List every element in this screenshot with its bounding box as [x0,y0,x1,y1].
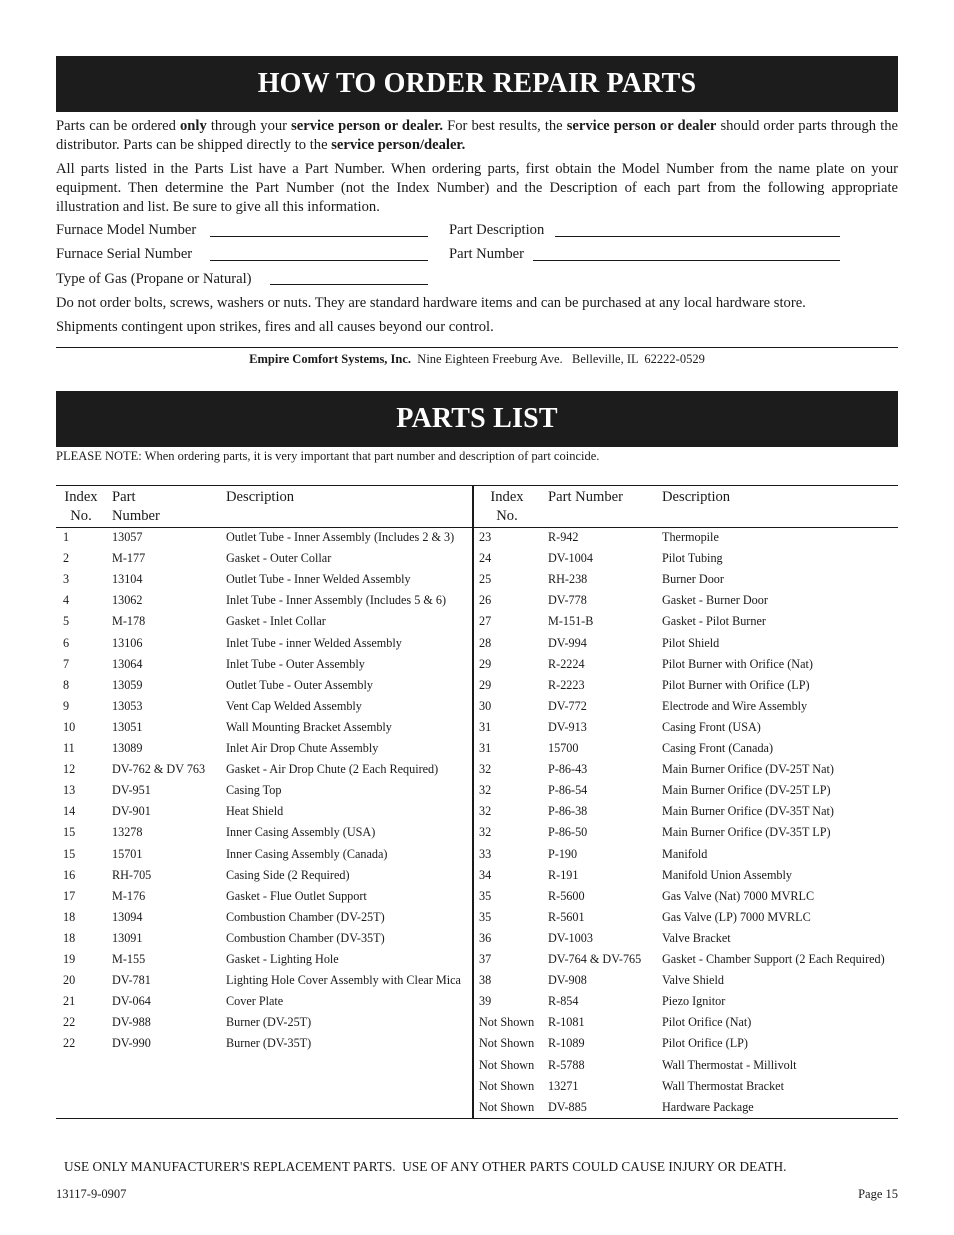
description-cell: Pilot Orifice (Nat) [662,1015,752,1030]
part-number-cell: 13089 [112,741,143,755]
part-number-label: Part Number [449,246,524,262]
part-number-cell: 13271 [548,1078,579,1093]
company-address: Nine Eighteen Freeburg Ave. Belleville, IL 62222-0529 [417,352,705,366]
part-number-cell: 13057 [112,530,143,544]
left-description-header: Description [226,489,295,505]
description-cell: Manifold [662,846,708,861]
description-cell: Electrode and Wire Assembly [662,698,808,713]
description-cell: Inlet Air Drop Chute Assembly [226,741,379,755]
index-cell: 15 [63,825,76,840]
index-cell: 7 [63,656,70,671]
index-cell: Not Shown [479,1015,535,1030]
part-number-cell: DV-064 [112,994,151,1009]
furnace-serial-number-label: Furnace Serial Number [56,246,193,262]
part-number-cell: 13051 [112,719,143,734]
index-cell: 35 [479,909,492,924]
index-cell: 32 [479,783,492,798]
part-number-cell: 13091 [112,930,143,945]
part-number-cell: 13106 [112,635,143,650]
description-cell: Combustion Chamber (DV-25T) [226,909,385,924]
part-number-cell: P-86-43 [548,762,588,777]
index-cell: 27 [479,614,492,629]
part-number-cell: DV-951 [112,783,151,798]
index-cell: 4 [63,593,70,608]
description-cell: Pilot Burner with Orifice (LP) [662,677,810,692]
index-cell: 32 [479,804,492,819]
index-cell: 29 [479,656,492,671]
part-number-cell: 15701 [112,846,143,861]
right-index-header-line2: No. [496,508,518,524]
ordering-text-segment: service person or dealer. [291,118,444,134]
part-number-cell: RH-238 [548,572,588,587]
index-cell: Not Shown [479,1078,535,1093]
index-cell: 32 [479,825,492,840]
index-cell: 5 [63,614,70,629]
part-number-cell: R-2223 [548,677,585,692]
description-cell: Outlet Tube - Inner Assembly (Includes 2 & 3) [226,530,455,544]
part-number-cell: R-5600 [548,888,585,903]
description-cell: Gasket - Air Drop Chute (2 Each Required) [226,762,439,777]
section-divider [56,347,898,348]
description-cell: Main Burner Orifice (DV-25T LP) [662,783,831,798]
company-name: Empire Comfort Systems, Inc. [249,352,412,366]
index-cell: 20 [63,973,76,988]
description-cell: Inlet Tube - Outer Assembly [226,656,365,671]
index-cell: 39 [479,994,492,1009]
part-number-cell: 13064 [112,656,143,671]
index-cell: 34 [479,867,492,882]
description-cell: Gasket - Inlet Collar [226,614,326,629]
document-number: 13117-9-0907 [56,1187,127,1201]
description-cell: Thermopile [662,530,719,544]
description-cell: Vent Cap Welded Assembly [226,698,362,713]
index-cell: Not Shown [479,1099,535,1114]
index-cell: 35 [479,888,492,903]
part-number-cell: M-178 [112,614,146,629]
index-cell: 36 [479,930,492,945]
ordering-text-segment: service person or dealer [566,118,717,134]
company-address-line [56,352,898,367]
description-cell: Pilot Burner with Orifice (Nat) [662,656,813,671]
table-bottom-rule [56,1118,898,1119]
part-number-cell: R-2224 [548,656,585,671]
part-number-cell: DV-772 [548,698,587,713]
index-cell: 30 [479,698,492,713]
index-cell: 2 [63,551,70,566]
description-cell: Pilot Shield [662,635,720,650]
description-cell: Lighting Hole Cover Assembly with Clear Mica [226,973,461,988]
description-cell: Inlet Tube - Inner Assembly (Includes 5 & 6) [226,593,447,608]
index-cell: 13 [63,783,76,798]
index-cell: 17 [63,888,76,903]
index-cell: 9 [63,698,70,713]
part-number-cell: DV-901 [112,804,151,819]
index-cell: 23 [479,530,492,544]
description-cell: Manifold Union Assembly [662,867,792,882]
description-cell: Combustion Chamber (DV-35T) [226,930,385,945]
index-cell: 11 [63,741,75,755]
index-cell: 19 [63,952,76,966]
description-cell: Gasket - Outer Collar [226,551,332,566]
table-column-divider [472,485,474,1119]
description-cell: Inlet Tube - inner Welded Assembly [226,635,402,650]
ordering-text-segment: should order parts through the distributor. Parts can be shipped directly to the [56,118,898,153]
part-number-cell: RH-705 [112,867,152,882]
left-index-header-line1: Index [64,489,98,505]
description-cell: Gas Valve (LP) 7000 MVRLC [662,909,811,924]
left-index-header-line2: No. [70,508,92,524]
description-cell: Main Burner Orifice (DV-35T Nat) [662,804,834,819]
description-cell: Outlet Tube - Outer Assembly [226,677,373,692]
index-cell: 28 [479,635,492,650]
part-number-cell: M-151-B [548,614,594,629]
ordering-text-segment: through your [206,118,292,134]
part-number-cell: M-177 [112,551,146,566]
order-section-title-text: HOW TO ORDER REPAIR PARTS [257,68,697,99]
description-cell: Piezo Ignitor [662,994,726,1009]
part-number-cell: 13062 [112,593,143,608]
part-number-cell: 15700 [548,741,579,755]
index-cell: 8 [63,677,70,692]
description-cell: Pilot Tubing [662,551,723,566]
part-number-cell: DV-913 [548,719,587,734]
index-cell: 21 [63,994,76,1009]
furnace-serial-number-line [210,260,428,261]
index-cell: 32 [479,762,492,777]
part-number-cell: DV-764 & DV-765 [548,952,642,966]
left-part-header-line2: Number [112,508,160,524]
index-cell: Not Shown [479,1036,535,1051]
part-number-cell: R-191 [548,867,579,882]
part-number-cell: DV-990 [112,1036,151,1051]
part-number-cell: 13094 [112,909,143,924]
index-cell: 3 [63,572,70,587]
index-cell: 22 [63,1015,76,1030]
description-cell: Gasket - Burner Door [662,593,768,608]
index-cell: 22 [63,1036,76,1051]
index-cell: 24 [479,551,492,566]
part-number-cell: 13053 [112,698,143,713]
part-number-instructions-paragraph: All parts listed in the Parts List have a Part Number. When ordering parts, first obtain the Model Number from the name plate on your equipment. Then determine the Part Number (not the Index Number) and the Description of each part from the following appropriate illustration and list. Be sure to give all this information. [56,161,898,215]
left-part-header-line1: Part [112,489,136,505]
part-number-cell: R-942 [548,530,579,544]
part-number-cell: DV-1003 [548,930,593,945]
description-cell: Outlet Tube - Inner Welded Assembly [226,572,411,587]
index-cell: 14 [63,804,76,819]
hardware-note-paragraph: Do not order bolts, screws, washers or nuts. They are standard hardware items and can be purchased at any local hardware store. [56,295,806,311]
gas-type-label: Type of Gas (Propane or Natural) [56,271,252,287]
replacement-parts-warning: USE ONLY MANUFACTURER'S REPLACEMENT PARTS. USE OF ANY OTHER PARTS COULD CAUSE INJURY OR DEATH. [64,1159,787,1174]
description-cell: Gasket - Chamber Support (2 Each Required) [662,952,885,966]
ordering-text-segment: service person/dealer. [331,137,466,153]
description-cell: Cover Plate [226,994,284,1009]
right-index-header-line1: Index [490,489,524,505]
part-number-cell: 13059 [112,677,143,692]
part-number-cell: DV-988 [112,1015,151,1030]
right-description-header: Description [662,489,731,505]
ordering-text-segment: Parts can be ordered [56,118,180,134]
index-cell: 29 [479,677,492,692]
part-description-label: Part Description [449,222,545,238]
part-description-line [555,236,840,237]
part-number-cell: P-190 [548,846,578,861]
right-part-number-header: Part Number [548,489,623,505]
description-cell: Casing Side (2 Required) [226,867,350,882]
description-cell: Gas Valve (Nat) 7000 MVRLC [662,888,815,903]
index-cell: 6 [63,635,70,650]
part-number-cell: R-1089 [548,1036,585,1051]
index-cell: 31 [479,741,492,755]
ordering-instructions-paragraph [56,117,898,155]
description-cell: Gasket - Pilot Burner [662,614,766,629]
description-cell: Wall Thermostat - Millivolt [662,1057,797,1072]
part-number-cell: R-5788 [548,1057,585,1072]
description-cell: Heat Shield [226,804,284,819]
index-cell: 1 [63,530,70,544]
description-cell: Pilot Orifice (LP) [662,1036,748,1051]
part-number-cell: DV-908 [548,973,587,988]
parts-list-title [56,391,898,447]
ordering-text-segment: For best results, the [443,118,567,134]
part-number-cell: M-155 [112,952,146,966]
part-number-cell: 13278 [112,825,143,840]
description-cell: Casing Front (Canada) [662,741,774,755]
index-cell: Not Shown [479,1057,535,1072]
right-index-header [484,488,530,526]
index-cell: 33 [479,846,492,861]
description-cell: Valve Shield [662,973,724,988]
description-cell: Inner Casing Assembly (USA) [226,825,376,840]
please-note: PLEASE NOTE: When ordering parts, it is very important that part number and description of part coincide. [56,449,600,463]
index-cell: 18 [63,909,76,924]
description-cell: Valve Bracket [662,930,731,945]
part-number-cell: P-86-38 [548,804,588,819]
description-cell: Main Burner Orifice (DV-35T LP) [662,825,831,840]
part-number-cell: DV-994 [548,635,587,650]
description-cell: Hardware Package [662,1099,754,1114]
furnace-model-number-line [210,236,428,237]
part-number-cell: DV-885 [548,1099,587,1114]
description-cell: Gasket - Flue Outlet Support [226,888,367,903]
order-section-title [56,56,898,112]
description-cell: Burner (DV-35T) [226,1036,312,1051]
gas-type-line [270,284,428,285]
index-cell: 25 [479,572,492,587]
part-number-cell: M-176 [112,888,146,903]
part-number-cell: R-5601 [548,909,585,924]
index-cell: 12 [63,762,76,777]
part-number-cell: 13104 [112,572,143,587]
index-cell: 15 [63,846,76,861]
description-cell: Gasket - Lighting Hole [226,952,339,966]
part-number-cell: P-86-54 [548,783,588,798]
left-part-number-header [112,488,160,526]
part-number-line [533,260,840,261]
table-header-rule [56,527,898,528]
description-cell: Inner Casing Assembly (Canada) [226,846,388,861]
part-number-cell: R-1081 [548,1015,585,1030]
description-cell: Burner (DV-25T) [226,1015,312,1030]
index-cell: 26 [479,593,492,608]
part-number-cell: DV-778 [548,593,587,608]
ordering-text-segment: only [180,118,207,134]
table-top-rule [56,485,898,486]
shipments-note-paragraph: Shipments contingent upon strikes, fires and all causes beyond our control. [56,319,494,335]
parts-list-title-text: PARTS LIST [396,403,558,434]
description-cell: Casing Front (USA) [662,719,761,734]
index-cell: 31 [479,719,492,734]
furnace-model-number-label: Furnace Model Number [56,222,197,238]
description-cell: Main Burner Orifice (DV-25T Nat) [662,762,834,777]
part-number-cell: DV-1004 [548,551,593,566]
parts-table [56,485,898,1119]
index-cell: 37 [479,952,492,966]
index-cell: 38 [479,973,492,988]
page-number: Page 15 [858,1187,898,1201]
part-number-cell: R-854 [548,994,579,1009]
description-cell: Wall Mounting Bracket Assembly [226,719,392,734]
index-cell: 10 [63,719,76,734]
description-cell: Casing Top [226,783,282,798]
description-cell: Burner Door [662,572,724,587]
part-number-cell: DV-762 & DV 763 [112,762,206,777]
index-cell: 16 [63,867,76,882]
part-number-cell: DV-781 [112,973,151,988]
left-index-header [60,488,102,526]
description-cell: Wall Thermostat Bracket [662,1078,784,1093]
part-number-cell: P-86-50 [548,825,588,840]
index-cell: 18 [63,930,76,945]
